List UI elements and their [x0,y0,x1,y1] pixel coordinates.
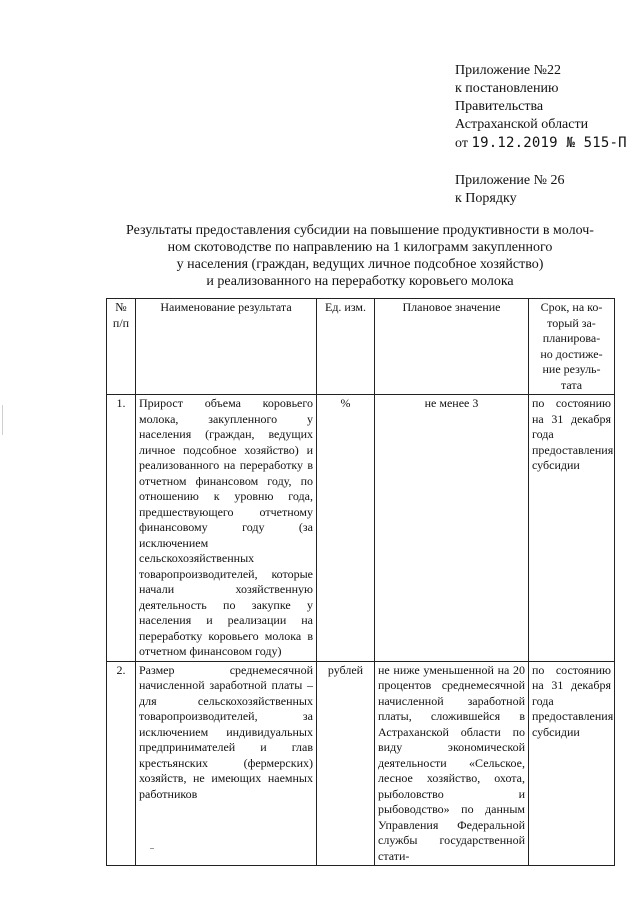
col-header-term: Срок, на ко- торый за- планирова- но достиже- ние резуль- тата [529,299,615,395]
result-name: Прирост объема коровьего молока, закупленного у населения (граждан, ведущих личное подсобное хозяйство) и реализованного на переработку в отчетном финансовом году, по отношению к уровню года, предшествующего отчетному финансовому году (за исключением сельскохозяйственных товаропроизводителей, которые начали хозяйственную деятельность по закупке у населения и реализации на переработку коровьего молока в отчетном финансовом году) [136,395,317,662]
col-header-num: № п/п [107,299,136,395]
result-term: по состоянию на 31 декабря года предоставления субсидии [529,661,615,866]
result-unit: рублей [317,661,375,866]
title-line-4: и реализованного на переработку коровьего молока [206,274,514,289]
document-title [110,222,610,290]
appendix-to-resolution: к постановлению [455,81,559,96]
appendix-region: Астраханской области [455,117,589,132]
scan-dot-mark [150,848,154,849]
results-table [106,298,615,866]
result-name: Размер среднемесячной начисленной заработной платы – для сельскохозяйственных товаропроизводителей, за исключением индивидуальных предпринимателей и глав крестьянских (фермерских) хозяйств, не имеющих наемных работников [136,661,317,866]
result-term: по состоянию на 31 декабря года предоставления субсидии [529,395,615,662]
result-plan-value: не менее 3 [375,395,529,662]
date-prefix: от [455,136,468,151]
appendix-date-line [455,134,635,153]
result-plan-value: не ниже уменьшенной на 20 процентов среднемесячной начисленной заработной платы, сложившейся в Астраханской области по виду экономической деятельности «Сельское, лесное хозяйство, охота, рыболовство и рыбоводство» по данным Управления Федеральной службы государственной стати- [375,661,529,866]
table-header-row [107,299,615,395]
col-header-unit: Ед. изм. [317,299,375,395]
title-line-2: ном скотоводстве по направлению на 1 килограмм закупленного [167,240,553,255]
result-unit: % [317,395,375,662]
title-line-1: Результаты предоставления субсидии на повышение продуктивности в молоч- [126,223,594,238]
title-line-3: у населения (граждан, ведущих личное подсобное хозяйство) [176,257,544,272]
table-row [107,661,615,866]
appendix-to-procedure: к Порядку [455,191,517,206]
scan-margin-mark [2,405,3,435]
appendix-26: Приложение № 26 [455,173,565,188]
appendix-header [455,62,635,208]
appendix-number: Приложение №22 [455,63,561,78]
col-header-name: Наименование результата [136,299,317,395]
date-number-stamp: 19.12.2019 № 515-П [471,135,627,151]
col-header-plan: Плановое значение [375,299,529,395]
appendix-government: Правительства [455,99,544,114]
table-row [107,395,615,662]
row-number: 2. [107,661,136,866]
row-number: 1. [107,395,136,662]
